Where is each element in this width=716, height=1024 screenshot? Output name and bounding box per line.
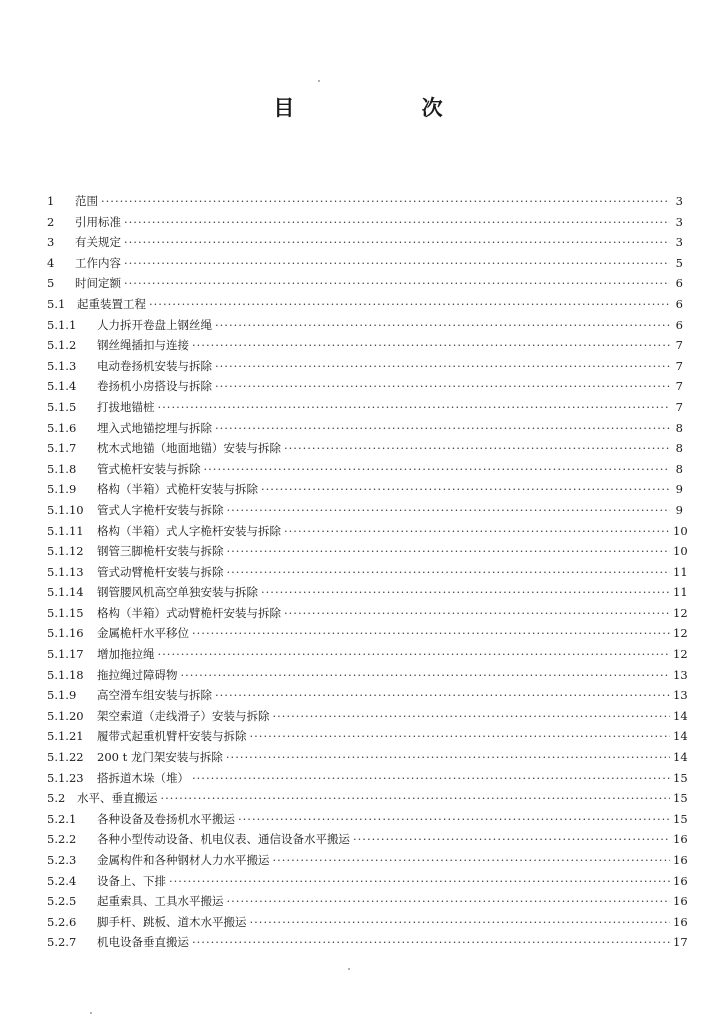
toc-entry-page: 7 [675, 338, 683, 353]
toc-entry-title: 埋入式地锚挖埋与拆除 [97, 420, 212, 435]
toc-entry-number: 5.1.10 [47, 502, 84, 517]
toc-leader-dots [273, 709, 671, 723]
toc-entry [47, 708, 688, 729]
toc-entry-title: 各种小型传动设备、机电仪表、通信设备水平搬运 [97, 832, 350, 847]
toc-entry-number: 5.1.18 [47, 667, 84, 682]
toc-entry [47, 317, 683, 338]
toc-entry [47, 440, 683, 461]
toc-leader-dots [192, 338, 670, 352]
toc-entry-page: 8 [675, 420, 683, 435]
toc-leader-dots [124, 235, 670, 249]
toc-leader-dots [192, 626, 670, 640]
toc-entry-number: 5.2 [47, 791, 66, 806]
toc-entry-page: 10 [673, 544, 688, 559]
toc-leader-dots [215, 688, 670, 702]
toc-entry-number: 5 [47, 276, 55, 291]
toc-leader-dots [204, 462, 671, 476]
toc-entry-title: 搭拆道木垛（堆） [97, 770, 189, 785]
toc-leader-dots [353, 832, 670, 846]
toc-entry-title: 管式桅杆安装与拆除 [97, 461, 201, 476]
toc-leader-dots [149, 297, 670, 311]
toc-leader-dots [261, 482, 670, 496]
toc-leader-dots [215, 421, 670, 435]
toc-entry-page: 14 [673, 729, 688, 744]
toc-entry-number: 5.1.17 [47, 647, 84, 662]
toc-entry-page: 15 [673, 791, 688, 806]
toc-entry-title: 钢管三脚桅杆安装与拆除 [97, 544, 224, 559]
toc-leader-dots [261, 585, 670, 599]
toc-entry-page: 7 [675, 399, 683, 414]
toc-leader-dots [250, 729, 671, 743]
toc-entry [47, 749, 688, 770]
toc-entry-page: 16 [673, 894, 688, 909]
toc-entry-number: 5.2.3 [47, 853, 77, 867]
toc-entry [47, 667, 688, 688]
toc-leader-dots [250, 915, 671, 929]
toc-entry-page: 17 [673, 935, 688, 950]
toc-entry-title: 200 t 龙门架安装与拆除 [97, 750, 223, 765]
toc-entry-number: 5.1.5 [47, 399, 77, 414]
toc-entry [47, 770, 688, 791]
toc-entry-page: 16 [673, 832, 688, 847]
toc-entry-number: 5.1.14 [47, 585, 84, 600]
toc-entry [47, 728, 688, 749]
page-title: 目 次 [273, 96, 503, 120]
toc-entry-title: 格构（半箱）式人字桅杆安装与拆除 [97, 523, 281, 538]
toc-entry-number: 5.1.21 [47, 729, 84, 744]
toc-entry [47, 914, 688, 935]
toc-entry-page: 12 [673, 605, 688, 620]
toc-leader-dots [215, 359, 670, 373]
toc-entry [47, 337, 683, 358]
toc-entry-page: 14 [673, 750, 688, 765]
toc-entry [47, 605, 688, 626]
toc-entry-title: 设备上、下排 [97, 873, 166, 888]
toc-entry [47, 358, 683, 379]
toc-entry [47, 502, 683, 523]
toc-entry-page: 6 [675, 317, 683, 332]
toc-entry-number: 5.1.15 [47, 605, 84, 620]
toc-entry-number: 5.1.9 [47, 688, 77, 703]
toc-entry-page: 8 [675, 441, 683, 456]
toc-entry [47, 646, 688, 667]
toc-leader-dots [192, 935, 670, 949]
toc-entry-title: 脚手杆、跳板、道木水平搬运 [97, 914, 247, 929]
toc-entry [47, 296, 683, 317]
toc-entry-page: 8 [675, 461, 683, 476]
toc-entry-number: 5.2.1 [47, 811, 77, 826]
toc-entry-title: 高空滑车组安装与拆除 [97, 688, 212, 703]
toc-entry-number: 5.1.11 [47, 523, 84, 538]
toc-leader-dots [226, 750, 670, 764]
toc-leader-dots [158, 647, 671, 661]
toc-entry [47, 399, 683, 420]
toc-entry-title: 格构（半箱）式桅杆安装与拆除 [97, 482, 258, 497]
toc-entry [47, 625, 688, 646]
toc-leader-dots [124, 215, 670, 229]
toc-leader-dots [169, 874, 670, 888]
toc-entry-title: 起重装置工程 [77, 296, 146, 311]
toc-entry-title: 人力拆开卷盘上钢丝绳 [97, 317, 212, 332]
toc-leader-dots [158, 400, 671, 414]
toc-entry [47, 873, 688, 894]
toc-entry [47, 831, 688, 852]
toc-entry [47, 687, 688, 708]
toc-entry-page: 12 [673, 626, 688, 641]
toc-entry-page: 16 [673, 853, 688, 867]
toc-entry-title: 卷扬机小房搭设与拆除 [97, 379, 212, 394]
toc-entry-page: 9 [675, 502, 683, 517]
toc-entry-title: 范围 [75, 194, 98, 208]
toc-entry [47, 193, 683, 214]
toc-entry [47, 481, 683, 502]
toc-entry [47, 852, 688, 873]
toc-leader-dots [227, 894, 671, 908]
toc-entry-number: 5.1.7 [47, 441, 77, 456]
toc-entry-number: 5.1.4 [47, 379, 77, 394]
toc-entry-number: 2 [47, 214, 55, 229]
toc-entry [47, 934, 688, 955]
toc-entry-page: 10 [673, 523, 688, 538]
toc-entry-number: 5.1.20 [47, 708, 84, 723]
toc-entry-page: 14 [673, 708, 688, 723]
toc-entry-number: 5.2.2 [47, 832, 77, 847]
toc-entry-title: 有关规定 [75, 235, 121, 250]
toc-entry-number: 5.1.6 [47, 420, 77, 435]
toc-leader-dots [181, 668, 671, 682]
toc-entry [47, 461, 683, 482]
toc-entry-number: 4 [47, 255, 55, 270]
toc-entry-title: 枕木式地锚（地面地锚）安装与拆除 [97, 441, 281, 456]
toc-entry-number: 5.1.1 [47, 317, 77, 332]
toc-entry-title: 金属桅杆水平移位 [97, 626, 189, 641]
toc-entry-number: 5.1.2 [47, 338, 77, 353]
toc-entry-number: 5.1.13 [47, 564, 84, 579]
toc-entry [47, 790, 688, 811]
scan-speck [90, 1012, 92, 1014]
scan-speck [318, 80, 320, 82]
toc-entry-title: 水平、垂直搬运 [77, 791, 158, 806]
toc-entry [47, 584, 688, 605]
toc-leader-dots [284, 441, 670, 455]
toc-entry-number: 5.2.7 [47, 935, 77, 950]
toc-entry-title: 钢管腰风机高空单独安装与拆除 [97, 585, 258, 600]
toc-entry-number: 5.1.12 [47, 544, 84, 559]
toc-entry-number: 5.1.22 [47, 750, 84, 765]
toc-entry [47, 893, 688, 914]
toc-entry-number: 5.1.9 [47, 482, 77, 497]
toc-leader-dots [227, 503, 671, 517]
toc-entry-page: 15 [673, 811, 688, 826]
toc-entry-title: 管式动臂桅杆安装与拆除 [97, 564, 224, 579]
toc-entry [47, 564, 688, 585]
toc-entry-page: 11 [673, 585, 688, 600]
table-of-contents [47, 193, 688, 955]
toc-entry-page: 9 [675, 482, 683, 497]
toc-entry-page: 6 [675, 276, 683, 291]
toc-entry-page: 6 [675, 296, 683, 311]
toc-leader-dots [227, 565, 671, 579]
toc-entry-page: 3 [675, 214, 683, 229]
toc-entry-page: 7 [675, 358, 683, 373]
toc-entry-page: 13 [673, 688, 688, 703]
toc-leader-dots [215, 379, 670, 393]
toc-leader-dots [124, 256, 670, 270]
toc-entry-title: 格构（半箱）式动臂桅杆安装与拆除 [97, 605, 281, 620]
toc-entry-title: 电动卷扬机安装与拆除 [97, 358, 212, 373]
toc-entry-page: 7 [675, 379, 683, 394]
toc-entry [47, 275, 683, 296]
toc-entry-page: 15 [673, 770, 688, 785]
toc-entry-number: 5.1.3 [47, 358, 77, 373]
toc-entry-page: 3 [675, 235, 683, 250]
toc-leader-dots [215, 318, 670, 332]
toc-entry [47, 255, 683, 276]
toc-entry [47, 543, 688, 564]
toc-entry-number: 1 [47, 194, 55, 208]
toc-entry [47, 234, 683, 255]
toc-leader-dots [161, 791, 671, 805]
toc-entry-number: 5.2.6 [47, 914, 77, 929]
toc-entry [47, 378, 683, 399]
toc-entry-title: 起重索具、工具水平搬运 [97, 894, 224, 909]
toc-leader-dots [192, 771, 670, 785]
toc-entry-title: 履带式起重机臂杆安装与拆除 [97, 729, 247, 744]
scan-speck [348, 968, 350, 970]
toc-entry-number: 5.1 [47, 296, 66, 311]
toc-entry-number: 5.2.5 [47, 894, 77, 909]
toc-entry-title: 拖拉绳过障碍物 [97, 667, 178, 682]
toc-entry-title: 工作内容 [75, 255, 121, 270]
toc-entry-title: 时间定额 [75, 276, 121, 291]
toc-entry [47, 420, 683, 441]
toc-entry-title: 机电设备垂直搬运 [97, 935, 189, 950]
toc-entry-title: 引用标准 [75, 214, 121, 229]
toc-entry-title: 增加拖拉绳 [97, 647, 155, 662]
toc-leader-dots [273, 853, 671, 867]
toc-entry-number: 5.1.8 [47, 461, 77, 476]
toc-leader-dots [124, 276, 670, 290]
toc-entry-title: 各种设备及卷扬机水平搬运 [97, 811, 235, 826]
toc-entry-title: 打拔地锚桩 [97, 399, 155, 414]
toc-entry-number: 5.1.16 [47, 626, 84, 641]
toc-entry-number: 3 [47, 235, 55, 250]
toc-entry-page: 16 [673, 873, 688, 888]
toc-leader-dots [284, 524, 670, 538]
toc-entry-number: 5.2.4 [47, 873, 77, 888]
toc-entry-page: 5 [675, 255, 683, 270]
toc-entry-title: 管式人字桅杆安装与拆除 [97, 502, 224, 517]
toc-entry [47, 214, 683, 235]
toc-entry-page: 16 [673, 914, 688, 929]
toc-entry-number: 5.1.23 [47, 770, 84, 785]
toc-leader-dots [101, 194, 670, 208]
toc-entry-page: 12 [673, 647, 688, 662]
toc-entry-page: 11 [673, 564, 688, 579]
toc-leader-dots [284, 606, 670, 620]
toc-entry [47, 523, 688, 544]
toc-entry-page: 3 [675, 194, 683, 208]
toc-leader-dots [227, 544, 671, 558]
toc-entry-title: 钢丝绳插扣与连接 [97, 338, 189, 353]
toc-entry-title: 金属构件和各种钢材人力水平搬运 [97, 853, 270, 867]
toc-entry [47, 811, 688, 832]
toc-entry-page: 13 [673, 667, 688, 682]
toc-leader-dots [238, 812, 670, 826]
toc-entry-title: 架空索道（走线滑子）安装与拆除 [97, 708, 270, 723]
